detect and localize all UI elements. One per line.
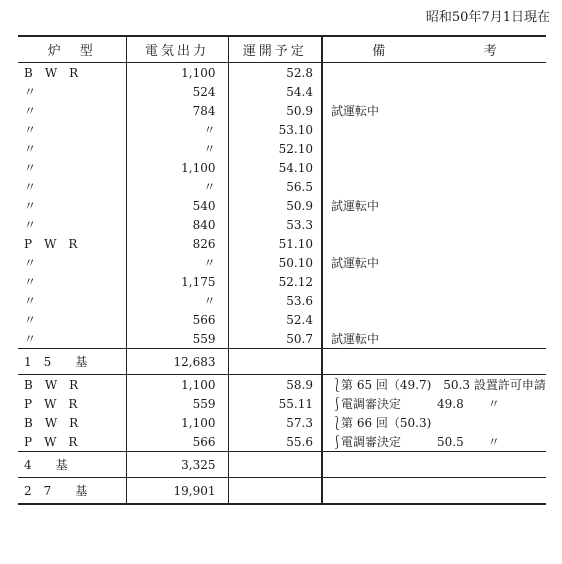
- table-cell: 1,100: [126, 413, 228, 432]
- table-cell: 〃: [126, 253, 228, 272]
- table-cell: 50.7: [228, 329, 322, 349]
- reactor-table: [18, 35, 546, 505]
- table-cell: BWR: [24, 415, 91, 430]
- table-cell: 〃: [24, 199, 49, 213]
- table-cell: 524: [126, 82, 228, 101]
- table-cell: 〃: [24, 85, 49, 99]
- header-reactor-type: 炉 型: [18, 36, 126, 63]
- table-row: [18, 291, 546, 310]
- table-cell: PWR: [24, 396, 90, 411]
- table-cell: [322, 272, 546, 291]
- table-cell: ⎰ 電調審決定 49.8 〃: [322, 394, 546, 413]
- table-cell: 〃: [24, 275, 49, 289]
- table-row: [18, 394, 546, 413]
- table-cell: BWR: [24, 65, 91, 80]
- table-cell: 〃: [24, 332, 49, 346]
- table-cell: [228, 349, 322, 375]
- table-cell: [228, 452, 322, 478]
- table-row: [18, 215, 546, 234]
- table-cell: 〃: [126, 120, 228, 139]
- table-cell: ⎰ 電調審決定 50.5 〃: [322, 432, 546, 452]
- header-remarks-a: 備: [372, 44, 386, 59]
- table-cell: 52.8: [228, 63, 322, 83]
- table-cell: 54.10: [228, 158, 322, 177]
- table-cell: 559: [126, 329, 228, 349]
- table-cell: [322, 158, 546, 177]
- table-cell: 〃: [24, 104, 49, 118]
- table-cell: 〃: [126, 291, 228, 310]
- table-row: [18, 272, 546, 291]
- subtotal-row-2: [18, 452, 546, 478]
- table-cell: 1,100: [126, 63, 228, 83]
- table-cell: 58.9: [228, 375, 322, 395]
- table-cell: PWR: [24, 236, 90, 251]
- table-row: [18, 432, 546, 452]
- table-cell: 840: [126, 215, 228, 234]
- table-cell: 試運転中: [322, 253, 546, 272]
- table-row: [18, 139, 546, 158]
- table-row: [18, 82, 546, 101]
- table-cell: 〃: [24, 256, 49, 270]
- table-cell: 12,683: [126, 349, 228, 375]
- table-cell: 566: [126, 432, 228, 452]
- table-cell: 826: [126, 234, 228, 253]
- table-cell: 55.11: [228, 394, 322, 413]
- table-cell: [228, 478, 322, 505]
- table-cell: 〃: [24, 180, 49, 194]
- table-cell: 〃: [24, 123, 49, 137]
- table-cell: 試運転中: [322, 196, 546, 215]
- subtotal-row-1: [18, 349, 546, 375]
- table-cell: 540: [126, 196, 228, 215]
- table-cell: 〃: [24, 142, 49, 156]
- table-cell: 52.12: [228, 272, 322, 291]
- table-row: [18, 101, 546, 120]
- table-row: [18, 329, 546, 349]
- table-cell: 〃: [24, 218, 49, 232]
- table-cell: 559: [126, 394, 228, 413]
- table-cell: 50.10: [228, 253, 322, 272]
- table-cell: 57.3: [228, 413, 322, 432]
- header-remarks: [322, 36, 546, 63]
- table-cell: ⎱ 第 65 回（49.7) 50.3 設置許可申請: [322, 375, 546, 395]
- header-remarks-b: 考: [483, 44, 497, 59]
- table-cell: 51.10: [228, 234, 322, 253]
- table-cell: 784: [126, 101, 228, 120]
- table-cell: 試運転中: [322, 329, 546, 349]
- table-row: [18, 413, 546, 432]
- table-cell: 566: [126, 310, 228, 329]
- table-cell: 52.4: [228, 310, 322, 329]
- table-cell: PWR: [24, 434, 90, 449]
- table-cell: 55.6: [228, 432, 322, 452]
- table-row: [18, 375, 546, 395]
- table-cell: 〃: [24, 161, 49, 175]
- table-cell: 50.9: [228, 101, 322, 120]
- table-row: [18, 120, 546, 139]
- table-cell: 4 基: [18, 452, 126, 478]
- total-row: [18, 478, 546, 505]
- table-row: [18, 310, 546, 329]
- table-cell: [322, 349, 546, 375]
- table-cell: 1,175: [126, 272, 228, 291]
- table-cell: 1,100: [126, 375, 228, 395]
- table-cell: 54.4: [228, 82, 322, 101]
- table-cell: 3,325: [126, 452, 228, 478]
- table-row: [18, 196, 546, 215]
- table-cell: 53.3: [228, 215, 322, 234]
- table-cell: [322, 139, 546, 158]
- table-cell: 〃: [24, 294, 49, 308]
- table-row: [18, 158, 546, 177]
- header-row: [18, 36, 546, 63]
- table-cell: [322, 82, 546, 101]
- table-cell: [322, 310, 546, 329]
- table-cell: 1,100: [126, 158, 228, 177]
- date-note: 昭和50年7月1日現在: [425, 10, 550, 25]
- table-cell: 52.10: [228, 139, 322, 158]
- table-cell: 27 基: [18, 478, 126, 505]
- table-cell: BWR: [18, 375, 126, 395]
- table-cell: [322, 120, 546, 139]
- table-cell: 〃: [126, 139, 228, 158]
- table-cell: [322, 478, 546, 505]
- table-row: [18, 234, 546, 253]
- table-cell: [322, 291, 546, 310]
- table-cell: 53.10: [228, 120, 322, 139]
- table-cell: 56.5: [228, 177, 322, 196]
- table-cell: [322, 452, 546, 478]
- header-capacity: 電気出力: [126, 36, 228, 63]
- table-cell: 試運転中: [322, 101, 546, 120]
- table-cell: 15 基: [18, 349, 126, 375]
- table-cell: 〃: [126, 177, 228, 196]
- table-cell: [322, 215, 546, 234]
- table-cell: [322, 177, 546, 196]
- table-cell: ⎱ 第 66 回（50.3): [322, 413, 546, 432]
- table-row: [18, 177, 546, 196]
- header-schedule: 運開予定: [228, 36, 322, 63]
- table-row: [18, 63, 546, 83]
- table-cell: [322, 63, 546, 83]
- table-cell: 19,901: [126, 478, 228, 505]
- table-cell: [322, 234, 546, 253]
- table-cell: 〃: [24, 313, 49, 327]
- table-cell: 53.6: [228, 291, 322, 310]
- group1-rows: [18, 63, 546, 505]
- table-row: [18, 253, 546, 272]
- table-cell: 50.9: [228, 196, 322, 215]
